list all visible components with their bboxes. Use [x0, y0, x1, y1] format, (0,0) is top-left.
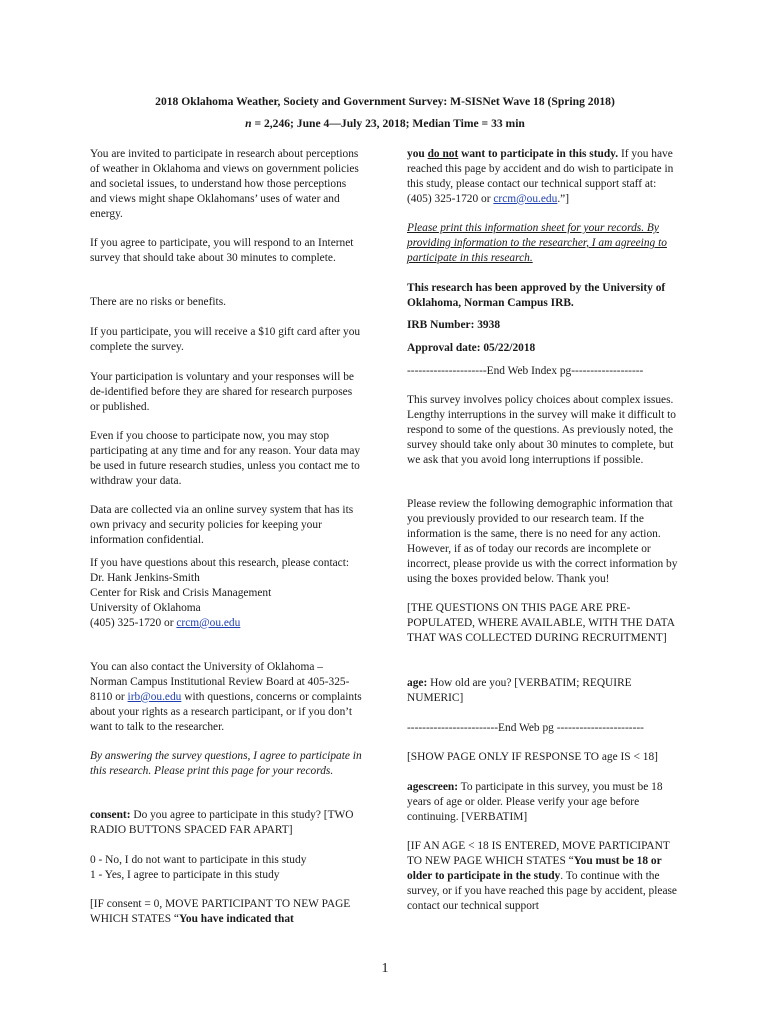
age-routing-pre: [IF AN AGE < 18 IS ENTERED, MOVE PARTICIPANT TO NEW PAGE WHICH STATES “: [407, 840, 670, 867]
age-question: [407, 676, 682, 706]
irb-approval-statement: This research has been approved by the University of Oklahoma, Norman Campus IRB.: [407, 282, 666, 309]
consent-text: Do you agree to participate in this study? [TWO RADIO BUTTONS SPACED FAR APART]: [90, 809, 354, 836]
contact-phone: (405) 325-1720 or: [90, 616, 177, 629]
voluntary-paragraph: Your participation is voluntary and your responses will be de-identified before they are shared for research purposes or published.: [90, 371, 354, 413]
page-number: 1: [381, 961, 389, 976]
decline-text: If you have reached this page by accident and do wish to participate in this study, please contact our technical support staff at: (405) 325-1720 or: [407, 148, 674, 205]
withdraw-paragraph: Even if you choose to participate now, you may stop participating at any time and for any reason. Your data may be used in future research studies, unless you contact me to withdraw your data.: [90, 430, 361, 487]
agescreen-text: To participate in this survey, you must be 18 years of age or older. Please verify your age before continuing. [VERBATIM]: [407, 781, 663, 823]
invitation-paragraph: You are invited to participate in research about perceptions of weather in Oklahoma and views on government policies and societal issues, to understand how those perceptions and views might shape Oklahomans’ uses of water and energy.: [90, 148, 359, 220]
agescreen-label: agescreen:: [407, 781, 459, 793]
age-text: How old are you? [VERBATIM; REQUIRE NUMERIC]: [407, 677, 632, 704]
consent-option-no: 0 - No, I do not want to participate in this study: [90, 854, 307, 866]
print-sheet-statement: Please print this information sheet for your records. By providing information to the researcher, I am agreeing to participate in this research.: [407, 222, 667, 264]
consent-option-yes: 1 - Yes, I agree to participate in this study: [90, 868, 280, 881]
n-label: n: [245, 117, 252, 130]
end-web-index-divider: ---------------------End Web Index pg-------------------: [407, 365, 644, 377]
participation-paragraph: If you agree to participate, you will respond to an Internet survey that should take about 30 minutes to complete.: [90, 237, 354, 264]
contact-name: Dr. Hank Jenkins-Smith: [90, 571, 200, 584]
decline-bold-underlined: do not: [427, 148, 459, 160]
irb-text-post: with questions, concerns or complaints about your rights as a research participant, or if you don’t want to talk to the researcher.: [90, 690, 362, 733]
prepopulated-note: [THE QUESTIONS ON THIS PAGE ARE PRE-POPULATED, WHERE AVAILABLE, WITH THE DATA THAT WAS COLLECTED DURING RECRUITMENT]: [407, 602, 675, 644]
document-title: 2018 Oklahoma Weather, Society and Government Survey: M-SISNet Wave 18 (Spring 2018): [155, 95, 615, 108]
risks-paragraph: There are no risks or benefits.: [90, 296, 227, 308]
decline-bold-1: you: [407, 148, 428, 160]
consent-routing-bold: You have indicated that: [178, 912, 294, 925]
age-routing-post: . To continue with the survey, or if you have reached this page by accident, please contact our technical support: [407, 869, 677, 912]
contact-university: University of Oklahoma: [90, 601, 201, 614]
contact-intro: If you have questions about this research, please contact:: [90, 557, 350, 569]
consent-options: [90, 853, 362, 883]
decline-message: [407, 147, 682, 207]
approval-date: Approval date: 05/22/2018: [407, 342, 536, 354]
consent-label: consent:: [90, 809, 131, 821]
contact-center: Center for Risk and Crisis Management: [90, 586, 272, 599]
contact-phone-line: [90, 616, 362, 631]
agescreen-question: [407, 780, 682, 825]
show-page-condition: [SHOW PAGE ONLY IF RESPONSE TO age IS < 18]: [407, 751, 658, 763]
consent-routing-text: [IF consent = 0, MOVE PARTICIPANT TO NEW PAGE WHICH STATES “: [90, 898, 351, 925]
gift-card-paragraph: If you participate, you will receive a $10 gift card after you complete the survey.: [90, 326, 361, 353]
age-routing-bold: You must be 18 or older to participate in the study: [407, 854, 662, 882]
support-email-link[interactable]: crcm@ou.edu: [493, 192, 558, 205]
decline-end: .”]: [557, 192, 570, 205]
document-subtitle: [90, 117, 680, 132]
irb-number: IRB Number: 3938: [407, 319, 501, 331]
age-routing: [407, 839, 682, 914]
contact-block: [90, 556, 362, 631]
decline-bold-2: want to participate in this study.: [458, 148, 619, 160]
irb-text-pre: You can also contact the University of Oklahoma – Norman Campus Institutional Review Board at 405-325-8110 or: [90, 661, 350, 703]
policy-paragraph: This survey involves policy choices about complex issues. Lengthy interruptions in the survey will make it difficult to respond to some of the questions. As previously noted, the survey should take only about 30 minutes to complete, but we ask that you avoid long interruptions if possible.: [407, 394, 677, 466]
consent-question: [90, 808, 362, 838]
age-label: age:: [407, 677, 428, 689]
irb-paragraph: [90, 660, 362, 735]
subtitle-text: = 2,246; June 4—July 23, 2018; Median Time = 33 min: [251, 117, 525, 130]
demographic-paragraph: Please review the following demographic information that you previously provided to our research team. If the information is the same, there is no need for any action. However, if as of today our records are incomplete or incorrect, please provide us with the correct information by using the boxes provided below. Thank you!: [407, 498, 678, 585]
agree-statement: By answering the survey questions, I agree to participate in this research. Please print this page for your records.: [90, 750, 362, 777]
consent-routing: [90, 897, 362, 927]
irb-email-link[interactable]: irb@ou.edu: [127, 690, 182, 703]
end-web-divider: ------------------------End Web pg -----------------------: [407, 722, 644, 734]
privacy-paragraph: Data are collected via an online survey system that has its own privacy and security policies for keeping your information confidential.: [90, 504, 354, 546]
contact-email-link[interactable]: crcm@ou.edu: [176, 616, 241, 629]
